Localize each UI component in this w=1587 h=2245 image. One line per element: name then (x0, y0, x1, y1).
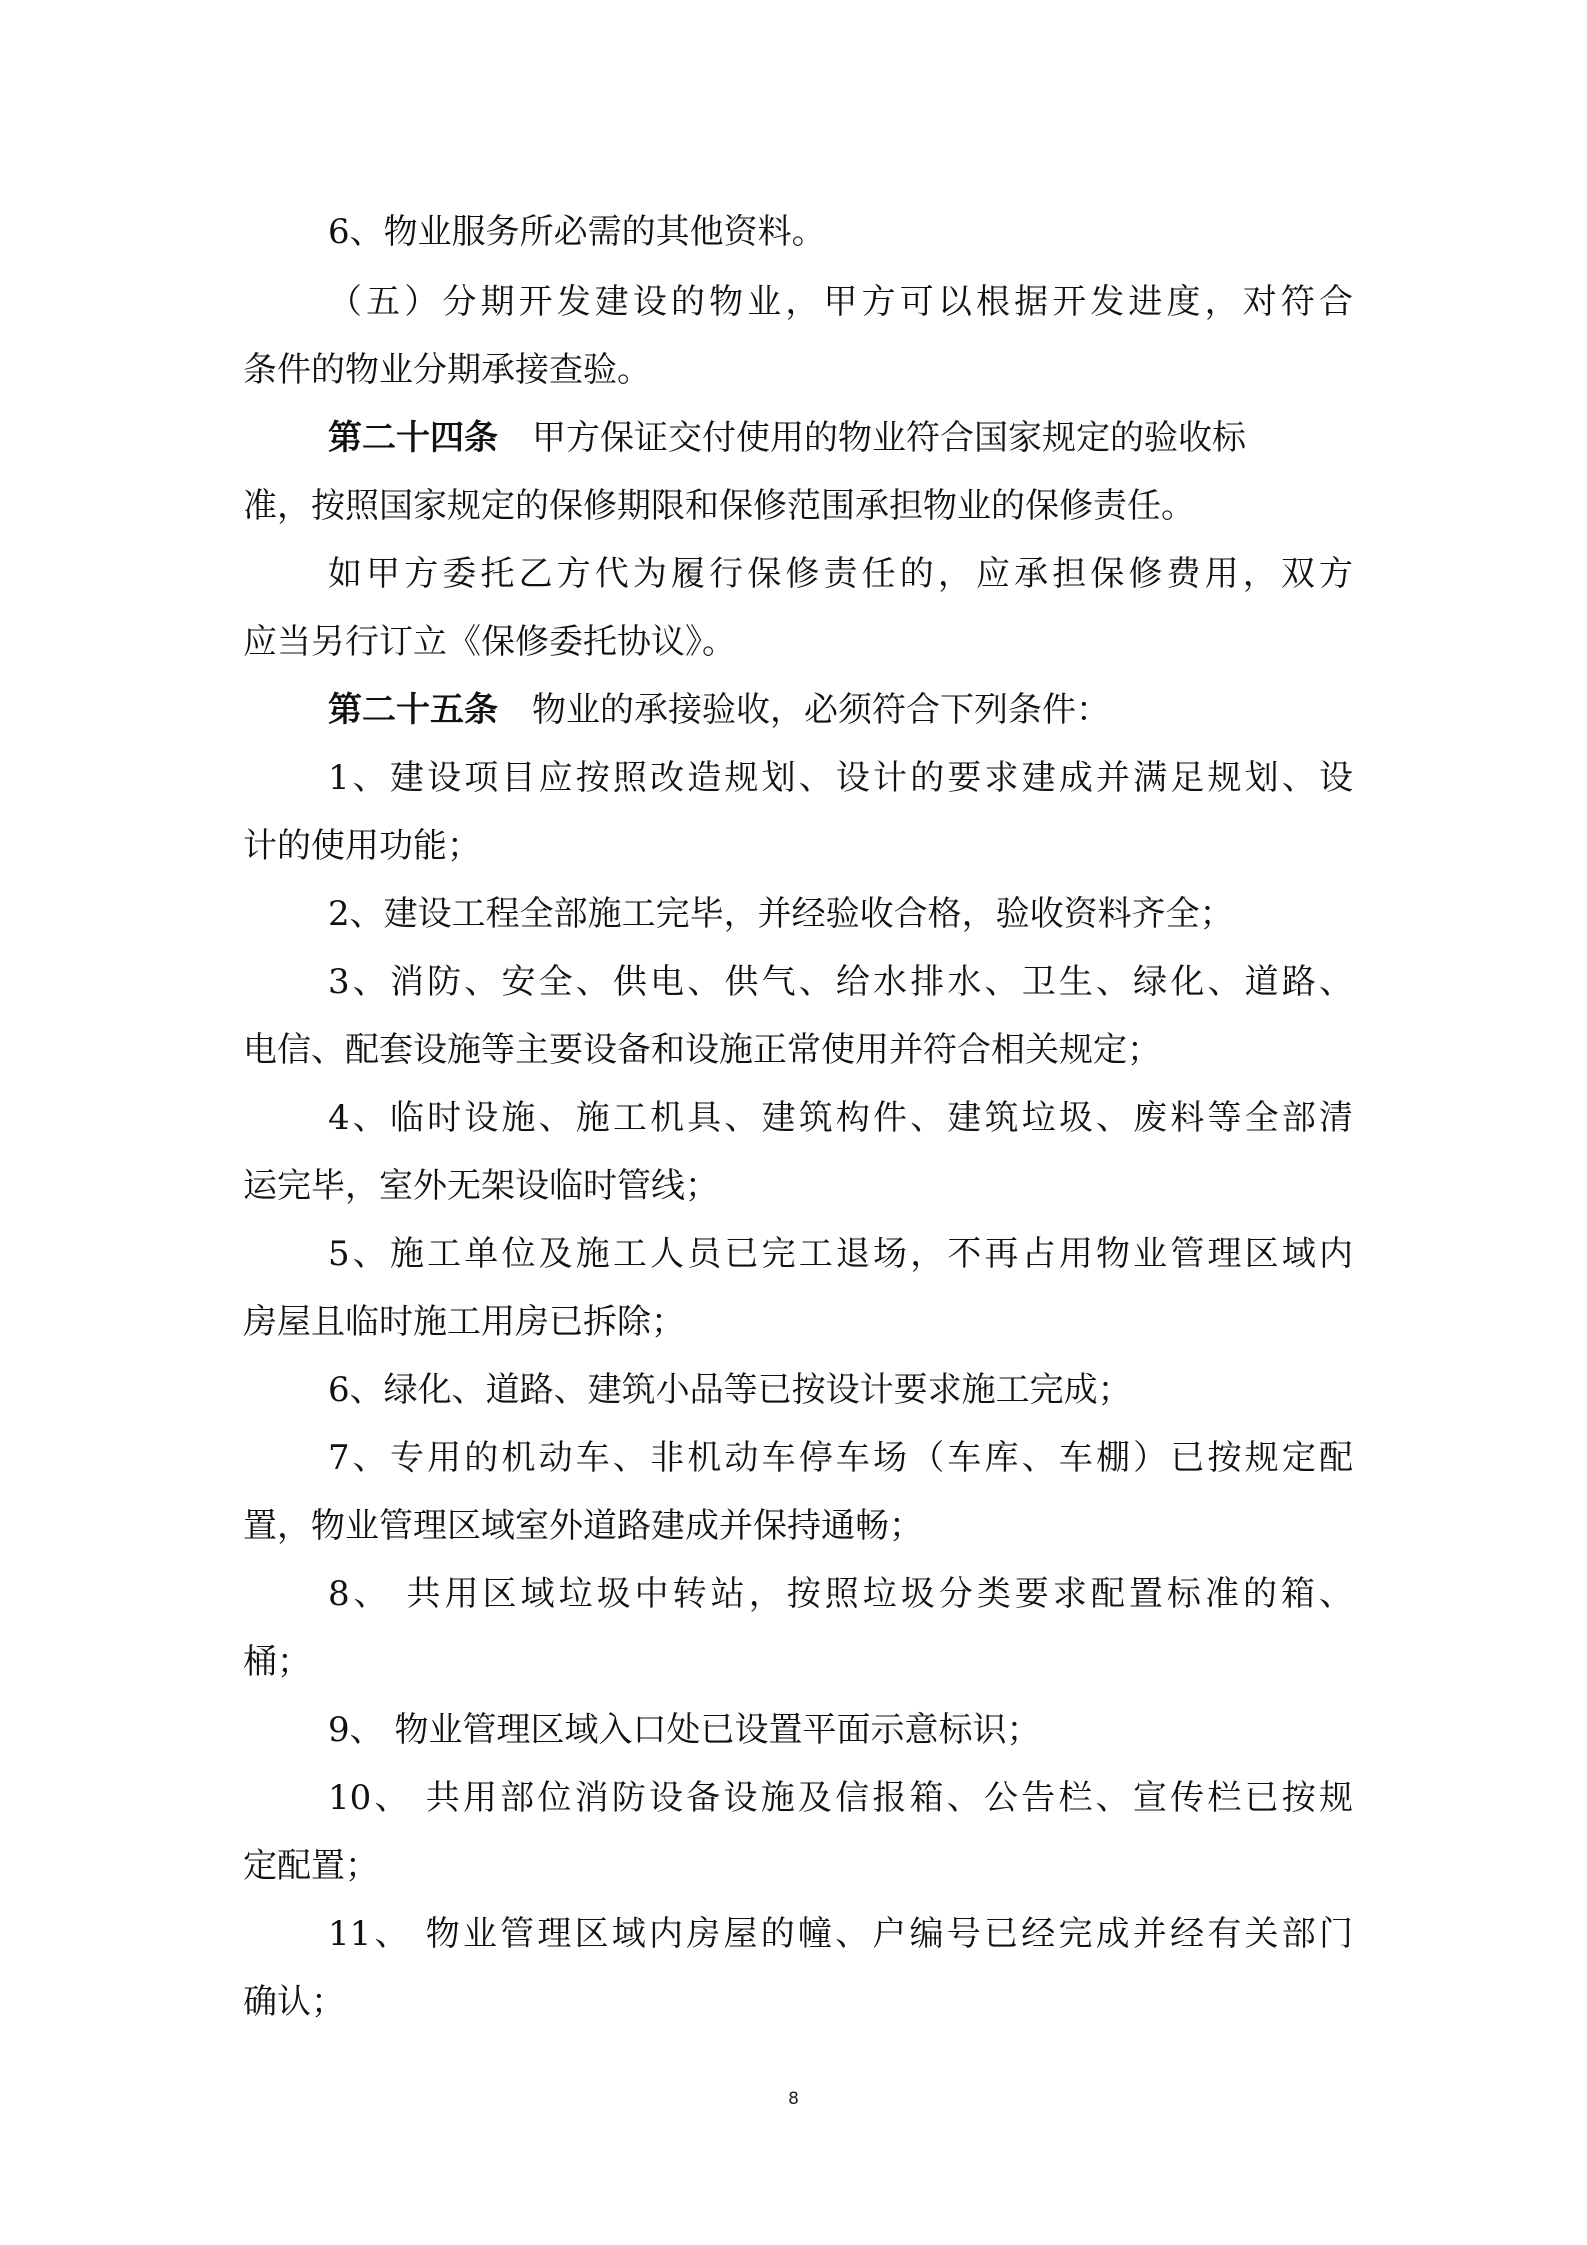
paragraph-line: 条件的物业分期承接查验。 (243, 350, 651, 390)
condition-line: 置，物业管理区域室外道路建成并保持通畅； (243, 1506, 923, 1546)
paragraph-line: 如甲方委托乙方代为履行保修责任的，应承担保修费用，双方 (328, 554, 1353, 594)
condition-line: 桶； (243, 1642, 311, 1682)
condition-line: 5、施工单位及施工人员已完工退场，不再占用物业管理区域内 (328, 1234, 1353, 1274)
condition-line: 电信、配套设施等主要设备和设施正常使用并符合相关规定； (243, 1030, 1161, 1070)
paragraph-line: （五）分期开发建设的物业，甲方可以根据开发进度，对符合 (328, 282, 1353, 322)
article-25-text: 物业的承接验收，必须符合下列条件： (532, 690, 1110, 730)
condition-line: 1、建设项目应按照改造规划、设计的要求建成并满足规划、设 (328, 758, 1353, 798)
condition-line: 计的使用功能； (243, 826, 481, 866)
condition-line: 11、 物业管理区域内房屋的幢、户编号已经完成并经有关部门 (328, 1914, 1353, 1954)
article-25-heading: 第二十五条 (328, 690, 498, 730)
condition-line: 2、建设工程全部施工完毕，并经验收合格，验收资料齐全； (328, 894, 1234, 934)
article-24-first-line (328, 416, 1353, 460)
article-25-first-line (328, 688, 1353, 732)
paragraph-line: 准，按照国家规定的保修期限和保修范围承担物业的保修责任。 (243, 486, 1195, 526)
condition-line: 4、临时设施、施工机具、建筑构件、建筑垃圾、废料等全部清 (328, 1098, 1353, 1138)
article-24-heading: 第二十四条 (328, 418, 498, 458)
page-number: 8 (788, 2089, 799, 2109)
article-24-text: 甲方保证交付使用的物业符合国家规定的验收标 (532, 418, 1246, 458)
condition-line: 定配置； (243, 1846, 379, 1886)
condition-line: 确认； (243, 1982, 345, 2022)
condition-line: 7、专用的机动车、非机动车停车场（车库、车棚）已按规定配 (328, 1438, 1353, 1478)
condition-line: 8、 共用区域垃圾中转站，按照垃圾分类要求配置标准的箱、 (328, 1574, 1353, 1614)
condition-line: 房屋且临时施工用房已拆除； (243, 1302, 685, 1342)
condition-line: 6、绿化、道路、建筑小品等已按设计要求施工完成； (328, 1370, 1132, 1410)
condition-line: 9、 物业管理区域入口处已设置平面示意标识； (328, 1710, 1041, 1750)
paragraph-line: 6、物业服务所必需的其他资料。 (328, 212, 826, 252)
condition-line: 10、 共用部位消防设备设施及信报箱、公告栏、宣传栏已按规 (328, 1778, 1353, 1818)
paragraph-line: 应当另行订立《保修委托协议》。 (243, 622, 736, 662)
condition-line: 3、消防、安全、供电、供气、给水排水、卫生、绿化、道路、 (328, 962, 1353, 1002)
condition-line: 运完毕，室外无架设临时管线； (243, 1166, 719, 1206)
